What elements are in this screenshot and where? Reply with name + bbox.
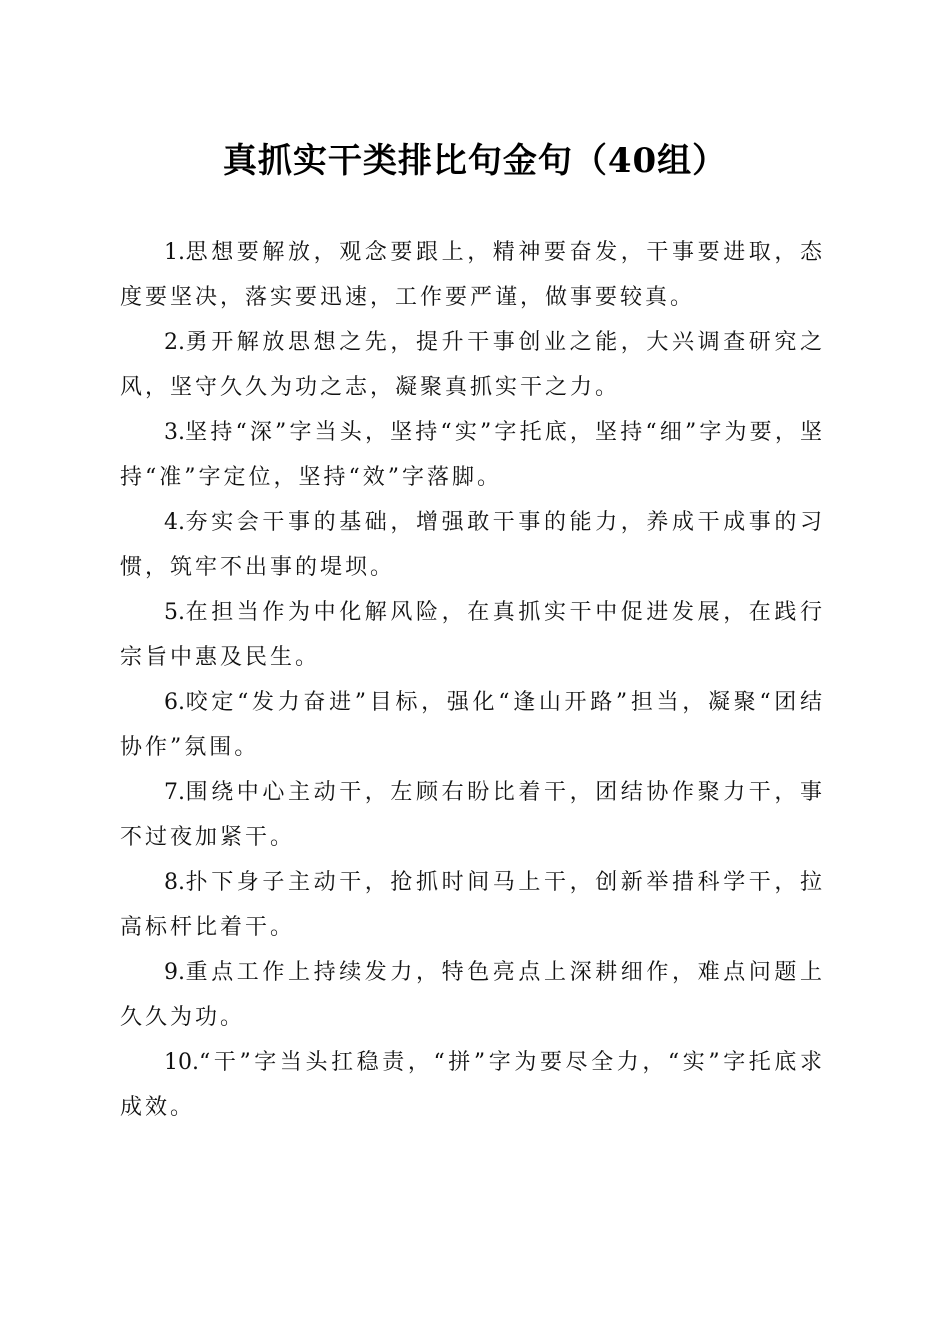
list-item xyxy=(120,410,825,500)
document-title: 真抓实干类排比句金句（40组） xyxy=(222,141,728,181)
item-text: 坚持“深”字当头，坚持“实”字托底，坚持“细”字为要，坚持“准”字定位，坚持“效”字落脚。 xyxy=(120,420,825,490)
item-text: 扑下身子主动干，抢抓时间马上干，创新举措科学干，拉高标杆比着干。 xyxy=(120,870,825,940)
item-number: 9. xyxy=(164,960,185,985)
list-item xyxy=(120,1040,825,1130)
item-number: 8. xyxy=(164,870,185,895)
item-number: 7. xyxy=(164,780,185,805)
list-item xyxy=(120,230,825,320)
item-number: 10. xyxy=(164,1050,199,1075)
item-text: 夯实会干事的基础，增强敢干事的能力，养成干成事的习惯，筑牢不出事的堤坝。 xyxy=(120,510,825,580)
list-item xyxy=(120,590,825,680)
item-text: 咬定“发力奋进”目标，强化“逢山开路”担当，凝聚“团结协作”氛围。 xyxy=(120,690,825,760)
list-item xyxy=(120,500,825,590)
list-item xyxy=(120,680,825,770)
item-text: 围绕中心主动干，左顾右盼比着干，团结协作聚力干，事不过夜加紧干。 xyxy=(120,780,825,850)
item-text: “干”字当头扛稳责，“拼”字为要尽全力，“实”字托底求成效。 xyxy=(120,1050,825,1120)
item-number: 4. xyxy=(164,510,185,535)
item-number: 6. xyxy=(164,690,185,715)
item-number: 2. xyxy=(164,330,185,355)
item-number: 3. xyxy=(164,420,185,445)
item-number: 1. xyxy=(164,240,185,265)
list-item xyxy=(120,950,825,1040)
list-item xyxy=(120,860,825,950)
item-text: 思想要解放，观念要跟上，精神要奋发，干事要进取，态度要坚决，落实要迅速，工作要严谨，做事要较真。 xyxy=(120,240,825,310)
list-item xyxy=(120,320,825,410)
item-text: 重点工作上持续发力，特色亮点上深耕细作，难点问题上久久为功。 xyxy=(120,960,825,1030)
item-text: 在担当作为中化解风险，在真抓实干中促进发展，在践行宗旨中惠及民生。 xyxy=(120,600,825,670)
list-item xyxy=(120,770,825,860)
item-number: 5. xyxy=(164,600,185,625)
document-body xyxy=(120,230,825,1130)
item-text: 勇开解放思想之先，提升干事创业之能，大兴调查研究之风，坚守久久为功之志，凝聚真抓实干之力。 xyxy=(120,330,825,400)
